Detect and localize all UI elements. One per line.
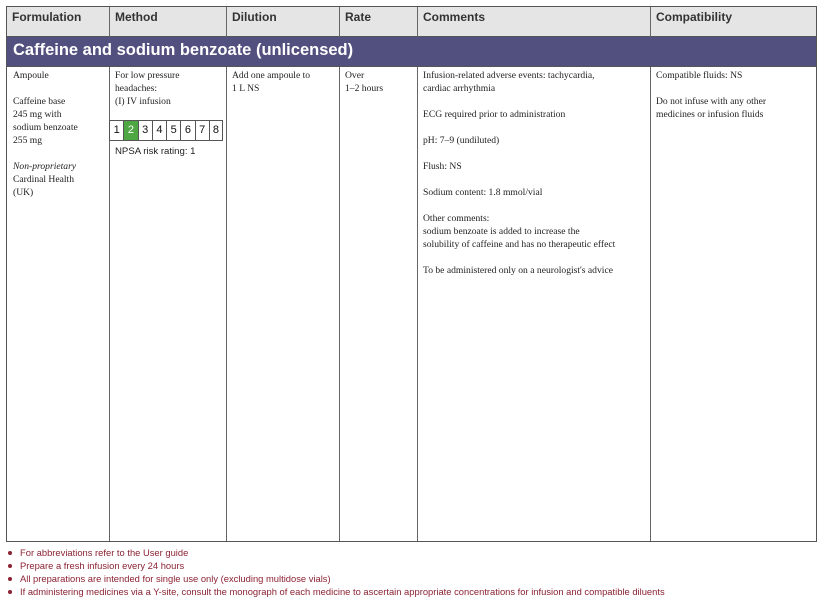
header-dilution: Dilution	[232, 10, 277, 24]
risk-step-4: 4	[152, 120, 166, 141]
comments-ph: pH: 7–9 (undiluted)	[423, 135, 500, 146]
footer-note: For abbreviations refer to the User guide	[8, 546, 665, 559]
comments-other: Other comments: sodium benzoate is added to increase the solubility of caffeine and has no therapeutic effect	[423, 213, 616, 250]
formulation-cell	[13, 69, 105, 199]
comments-flush: Flush: NS	[423, 161, 462, 172]
col-divider	[339, 67, 340, 541]
col-divider	[339, 7, 340, 37]
method-cell: For low pressure headaches: (I) IV infusion 1 2 3 4 5 6 7 8 NPSA risk rating: 1	[115, 69, 223, 158]
drug-title: Caffeine and sodium benzoate (unlicensed)	[7, 37, 816, 67]
footer-note: All preparations are intended for single use only (excluding multidose vials)	[8, 572, 665, 585]
npsa-risk-scale	[109, 120, 223, 141]
col-divider	[650, 7, 651, 37]
col-divider	[109, 7, 110, 37]
risk-step-2: 2	[123, 120, 137, 141]
formulation-proprietary: Non-proprietary	[13, 161, 77, 172]
footer-note: Prepare a fresh infusion every 24 hours	[8, 559, 665, 572]
risk-step-8: 8	[209, 120, 223, 141]
npsa-risk-caption: NPSA risk rating: 1	[115, 146, 196, 157]
risk-step-6: 6	[180, 120, 194, 141]
compatible-fluids: Compatible fluids: NS	[656, 70, 743, 81]
bullet-icon	[8, 564, 12, 568]
compatibility-warning: Do not infuse with any other medicines or infusion fluids	[656, 96, 767, 120]
comments-cell	[423, 69, 649, 290]
risk-step-5: 5	[166, 120, 180, 141]
bullet-icon	[8, 577, 12, 581]
monograph-table	[6, 6, 817, 542]
risk-step-1: 1	[109, 120, 123, 141]
table-header-row	[7, 7, 816, 37]
header-method: Method	[115, 10, 158, 24]
header-rate: Rate	[345, 10, 372, 24]
header-comments: Comments	[423, 10, 486, 24]
method-route: (I) IV infusion	[115, 96, 171, 107]
rate-cell: Over 1–2 hours	[345, 70, 384, 94]
col-divider	[650, 67, 651, 541]
col-divider	[226, 7, 227, 37]
header-formulation: Formulation	[12, 10, 82, 24]
comments-adverse-events: Infusion-related adverse events: tachycardia, cardiac arrhythmia	[423, 70, 595, 94]
col-divider	[417, 7, 418, 37]
col-divider	[417, 67, 418, 541]
bullet-icon	[8, 551, 12, 555]
compatibility-cell	[656, 69, 814, 121]
comments-neurologist: To be administered only on a neurologist's advice	[423, 265, 613, 276]
footer-note: If administering medicines via a Y-site, consult the monograph of each medicine to ascertain appropriate concentrations for infusion and compatible diluents	[8, 585, 665, 598]
comments-ecg: ECG required prior to administration	[423, 109, 566, 120]
dilution-cell: Add one ampoule to 1 L NS	[232, 70, 311, 94]
col-divider	[226, 67, 227, 541]
formulation-strength: Caffeine base 245 mg with sodium benzoate 255 mg	[13, 96, 78, 146]
formulation-manufacturer: Cardinal Health (UK)	[13, 174, 75, 198]
footer-notes	[8, 546, 665, 598]
method-indication: For low pressure	[115, 70, 180, 81]
risk-step-3: 3	[138, 120, 152, 141]
bullet-icon	[8, 590, 12, 594]
formulation-type: Ampoule	[13, 70, 49, 81]
risk-step-7: 7	[195, 120, 209, 141]
header-compatibility: Compatibility	[656, 10, 733, 24]
comments-sodium: Sodium content: 1.8 mmol/vial	[423, 187, 543, 198]
